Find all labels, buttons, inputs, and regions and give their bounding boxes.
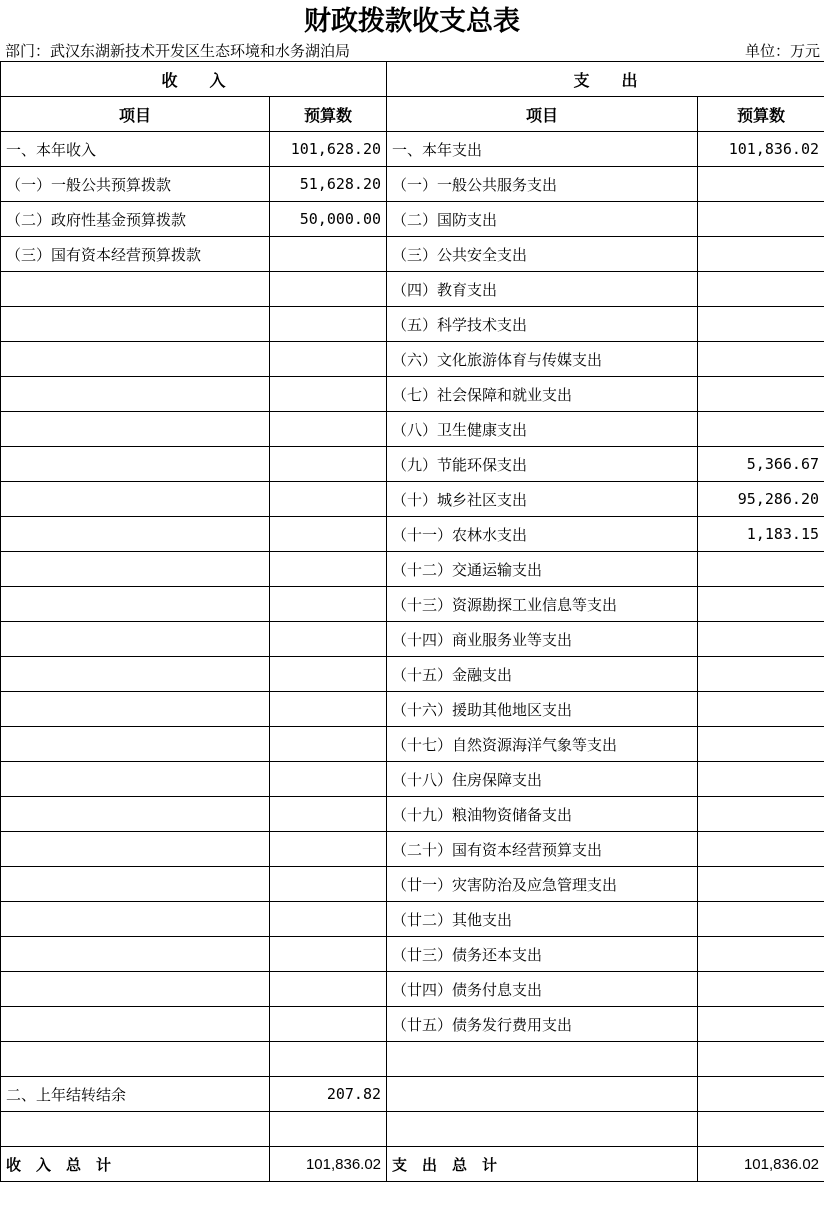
income-amount-cell: 51,628.20 bbox=[270, 167, 387, 202]
expense-item-cell bbox=[387, 1077, 698, 1112]
income-item-cell bbox=[1, 972, 270, 1007]
expense-section-header: 支 出 bbox=[387, 62, 824, 97]
income-amount-cell bbox=[270, 482, 387, 517]
income-amount-cell bbox=[270, 1007, 387, 1042]
section-header-row bbox=[1, 62, 824, 97]
expense-item-cell: （十）城乡社区支出 bbox=[387, 482, 698, 517]
expense-amount-cell: 5,366.67 bbox=[698, 447, 824, 482]
expense-item-cell: （三）公共安全支出 bbox=[387, 237, 698, 272]
expense-item-cell bbox=[387, 1112, 698, 1147]
income-amount-cell bbox=[270, 552, 387, 587]
income-amount-header: 预算数 bbox=[270, 97, 387, 132]
table-row bbox=[1, 937, 824, 972]
expense-item-cell: （十五）金融支出 bbox=[387, 657, 698, 692]
table-row bbox=[1, 1007, 824, 1042]
table-row bbox=[1, 1112, 824, 1147]
income-item-cell bbox=[1, 412, 270, 447]
income-item-cell bbox=[1, 587, 270, 622]
table-body bbox=[1, 132, 824, 1147]
expense-item-header: 项目 bbox=[387, 97, 698, 132]
income-amount-cell bbox=[270, 377, 387, 412]
income-amount-cell bbox=[270, 692, 387, 727]
table-row bbox=[1, 587, 824, 622]
table-row bbox=[1, 167, 824, 202]
expense-item-cell: （一）一般公共服务支出 bbox=[387, 167, 698, 202]
expense-amount-cell bbox=[698, 237, 824, 272]
expense-amount-cell bbox=[698, 1007, 824, 1042]
income-amount-cell bbox=[270, 587, 387, 622]
table-row bbox=[1, 412, 824, 447]
income-amount-cell bbox=[270, 447, 387, 482]
expense-item-cell: （九）节能环保支出 bbox=[387, 447, 698, 482]
income-item-cell bbox=[1, 1042, 270, 1077]
table-row bbox=[1, 132, 824, 167]
income-item-cell bbox=[1, 937, 270, 972]
expense-amount-cell: 101,836.02 bbox=[698, 132, 824, 167]
column-header-row bbox=[1, 97, 824, 132]
table-row bbox=[1, 1042, 824, 1077]
expense-item-cell: （十六）援助其他地区支出 bbox=[387, 692, 698, 727]
table-row bbox=[1, 482, 824, 517]
expense-item-cell: （十二）交通运输支出 bbox=[387, 552, 698, 587]
expense-amount-cell bbox=[698, 167, 824, 202]
income-amount-cell bbox=[270, 307, 387, 342]
income-item-cell: （二）政府性基金预算拨款 bbox=[1, 202, 270, 237]
expense-amount-cell bbox=[698, 797, 824, 832]
income-amount-cell: 101,628.20 bbox=[270, 132, 387, 167]
expense-amount-cell bbox=[698, 587, 824, 622]
table-row bbox=[1, 552, 824, 587]
table-row bbox=[1, 202, 824, 237]
income-amount-cell bbox=[270, 1042, 387, 1077]
expense-amount-cell bbox=[698, 867, 824, 902]
income-total-value: 101,836.02 bbox=[270, 1147, 387, 1182]
income-total-label: 收 入 总 计 bbox=[1, 1147, 270, 1182]
totals-row bbox=[1, 1147, 824, 1182]
expense-item-cell: （六）文化旅游体育与传媒支出 bbox=[387, 342, 698, 377]
expense-total-label: 支 出 总 计 bbox=[387, 1147, 698, 1182]
expense-item-cell: （七）社会保障和就业支出 bbox=[387, 377, 698, 412]
income-item-cell bbox=[1, 517, 270, 552]
income-item-cell bbox=[1, 307, 270, 342]
income-amount-cell bbox=[270, 517, 387, 552]
table-row bbox=[1, 237, 824, 272]
expense-total-value: 101,836.02 bbox=[698, 1147, 824, 1182]
expense-amount-cell bbox=[698, 762, 824, 797]
expense-item-cell bbox=[387, 1042, 698, 1077]
income-amount-cell bbox=[270, 937, 387, 972]
expense-item-cell: （八）卫生健康支出 bbox=[387, 412, 698, 447]
income-item-cell bbox=[1, 622, 270, 657]
income-amount-cell bbox=[270, 622, 387, 657]
expense-amount-cell bbox=[698, 272, 824, 307]
table-row bbox=[1, 762, 824, 797]
income-amount-cell bbox=[270, 797, 387, 832]
income-amount-cell bbox=[270, 902, 387, 937]
income-amount-cell bbox=[270, 1112, 387, 1147]
expense-amount-cell bbox=[698, 1077, 824, 1112]
income-item-cell bbox=[1, 762, 270, 797]
table-row bbox=[1, 657, 824, 692]
income-item-cell bbox=[1, 797, 270, 832]
income-amount-cell bbox=[270, 867, 387, 902]
income-item-cell: 一、本年收入 bbox=[1, 132, 270, 167]
income-item-cell bbox=[1, 1112, 270, 1147]
income-amount-cell bbox=[270, 657, 387, 692]
expense-amount-cell: 95,286.20 bbox=[698, 482, 824, 517]
income-item-cell bbox=[1, 902, 270, 937]
income-amount-cell: 50,000.00 bbox=[270, 202, 387, 237]
income-item-cell: （三）国有资本经营预算拨款 bbox=[1, 237, 270, 272]
expense-amount-cell bbox=[698, 937, 824, 972]
income-amount-cell bbox=[270, 412, 387, 447]
income-item-cell bbox=[1, 832, 270, 867]
income-item-cell bbox=[1, 377, 270, 412]
income-amount-cell bbox=[270, 972, 387, 1007]
income-amount-cell bbox=[270, 832, 387, 867]
expense-amount-cell bbox=[698, 657, 824, 692]
expense-amount-cell bbox=[698, 1042, 824, 1077]
page-title: 财政拨款收支总表 bbox=[304, 6, 520, 37]
income-amount-cell bbox=[270, 237, 387, 272]
income-section-header: 收 入 bbox=[1, 62, 387, 97]
expense-amount-cell bbox=[698, 1112, 824, 1147]
income-item-cell bbox=[1, 692, 270, 727]
table-row bbox=[1, 272, 824, 307]
table-row bbox=[1, 307, 824, 342]
table-row bbox=[1, 517, 824, 552]
expense-amount-cell bbox=[698, 972, 824, 1007]
table-row bbox=[1, 832, 824, 867]
income-item-cell bbox=[1, 1007, 270, 1042]
income-item-cell: （一）一般公共预算拨款 bbox=[1, 167, 270, 202]
expense-item-cell: （廿二）其他支出 bbox=[387, 902, 698, 937]
income-item-cell bbox=[1, 482, 270, 517]
expense-item-cell: （五）科学技术支出 bbox=[387, 307, 698, 342]
table-row bbox=[1, 972, 824, 1007]
income-amount-cell bbox=[270, 762, 387, 797]
table-row bbox=[1, 902, 824, 937]
expense-item-cell: （十七）自然资源海洋气象等支出 bbox=[387, 727, 698, 762]
expense-amount-cell bbox=[698, 902, 824, 937]
table-row bbox=[1, 377, 824, 412]
expense-item-cell: （廿三）债务还本支出 bbox=[387, 937, 698, 972]
income-amount-cell: 207.82 bbox=[270, 1077, 387, 1112]
expense-amount-cell bbox=[698, 727, 824, 762]
expense-item-cell: （十四）商业服务业等支出 bbox=[387, 622, 698, 657]
expense-item-cell: （十一）农林水支出 bbox=[387, 517, 698, 552]
expense-item-cell: （四）教育支出 bbox=[387, 272, 698, 307]
table-row bbox=[1, 692, 824, 727]
income-item-cell bbox=[1, 342, 270, 377]
income-item-cell bbox=[1, 552, 270, 587]
expense-item-cell: （二十）国有资本经营预算支出 bbox=[387, 832, 698, 867]
expense-amount-cell bbox=[698, 412, 824, 447]
expense-amount-cell bbox=[698, 692, 824, 727]
budget-table bbox=[0, 61, 824, 1182]
unit-label: 单位：万元 bbox=[744, 42, 820, 60]
table-row bbox=[1, 1077, 824, 1112]
expense-amount-header: 预算数 bbox=[698, 97, 824, 132]
expense-amount-cell bbox=[698, 377, 824, 412]
income-item-cell bbox=[1, 867, 270, 902]
expense-item-cell: 一、本年支出 bbox=[387, 132, 698, 167]
income-item-cell bbox=[1, 447, 270, 482]
income-item-cell bbox=[1, 272, 270, 307]
expense-item-cell: （廿五）债务发行费用支出 bbox=[387, 1007, 698, 1042]
income-item-cell bbox=[1, 727, 270, 762]
department-label: 部门：武汉东湖新技术开发区生态环境和水务湖泊局 bbox=[5, 42, 351, 60]
income-amount-cell bbox=[270, 727, 387, 762]
income-amount-cell bbox=[270, 342, 387, 377]
expense-item-cell: （廿一）灾害防治及应急管理支出 bbox=[387, 867, 698, 902]
expense-item-cell: （十八）住房保障支出 bbox=[387, 762, 698, 797]
table-row bbox=[1, 797, 824, 832]
table-row bbox=[1, 727, 824, 762]
expense-amount-cell bbox=[698, 832, 824, 867]
income-item-header: 项目 bbox=[1, 97, 270, 132]
table-row bbox=[1, 867, 824, 902]
expense-item-cell: （廿四）债务付息支出 bbox=[387, 972, 698, 1007]
expense-amount-cell bbox=[698, 202, 824, 237]
expense-amount-cell bbox=[698, 307, 824, 342]
income-item-cell bbox=[1, 657, 270, 692]
table-row bbox=[1, 342, 824, 377]
expense-item-cell: （十三）资源勘探工业信息等支出 bbox=[387, 587, 698, 622]
expense-amount-cell bbox=[698, 622, 824, 657]
expense-item-cell: （十九）粮油物资储备支出 bbox=[387, 797, 698, 832]
expense-amount-cell: 1,183.15 bbox=[698, 517, 824, 552]
income-amount-cell bbox=[270, 272, 387, 307]
table-row bbox=[1, 447, 824, 482]
expense-amount-cell bbox=[698, 342, 824, 377]
table-row bbox=[1, 622, 824, 657]
expense-item-cell: （二）国防支出 bbox=[387, 202, 698, 237]
expense-amount-cell bbox=[698, 552, 824, 587]
income-item-cell: 二、上年结转结余 bbox=[1, 1077, 270, 1112]
